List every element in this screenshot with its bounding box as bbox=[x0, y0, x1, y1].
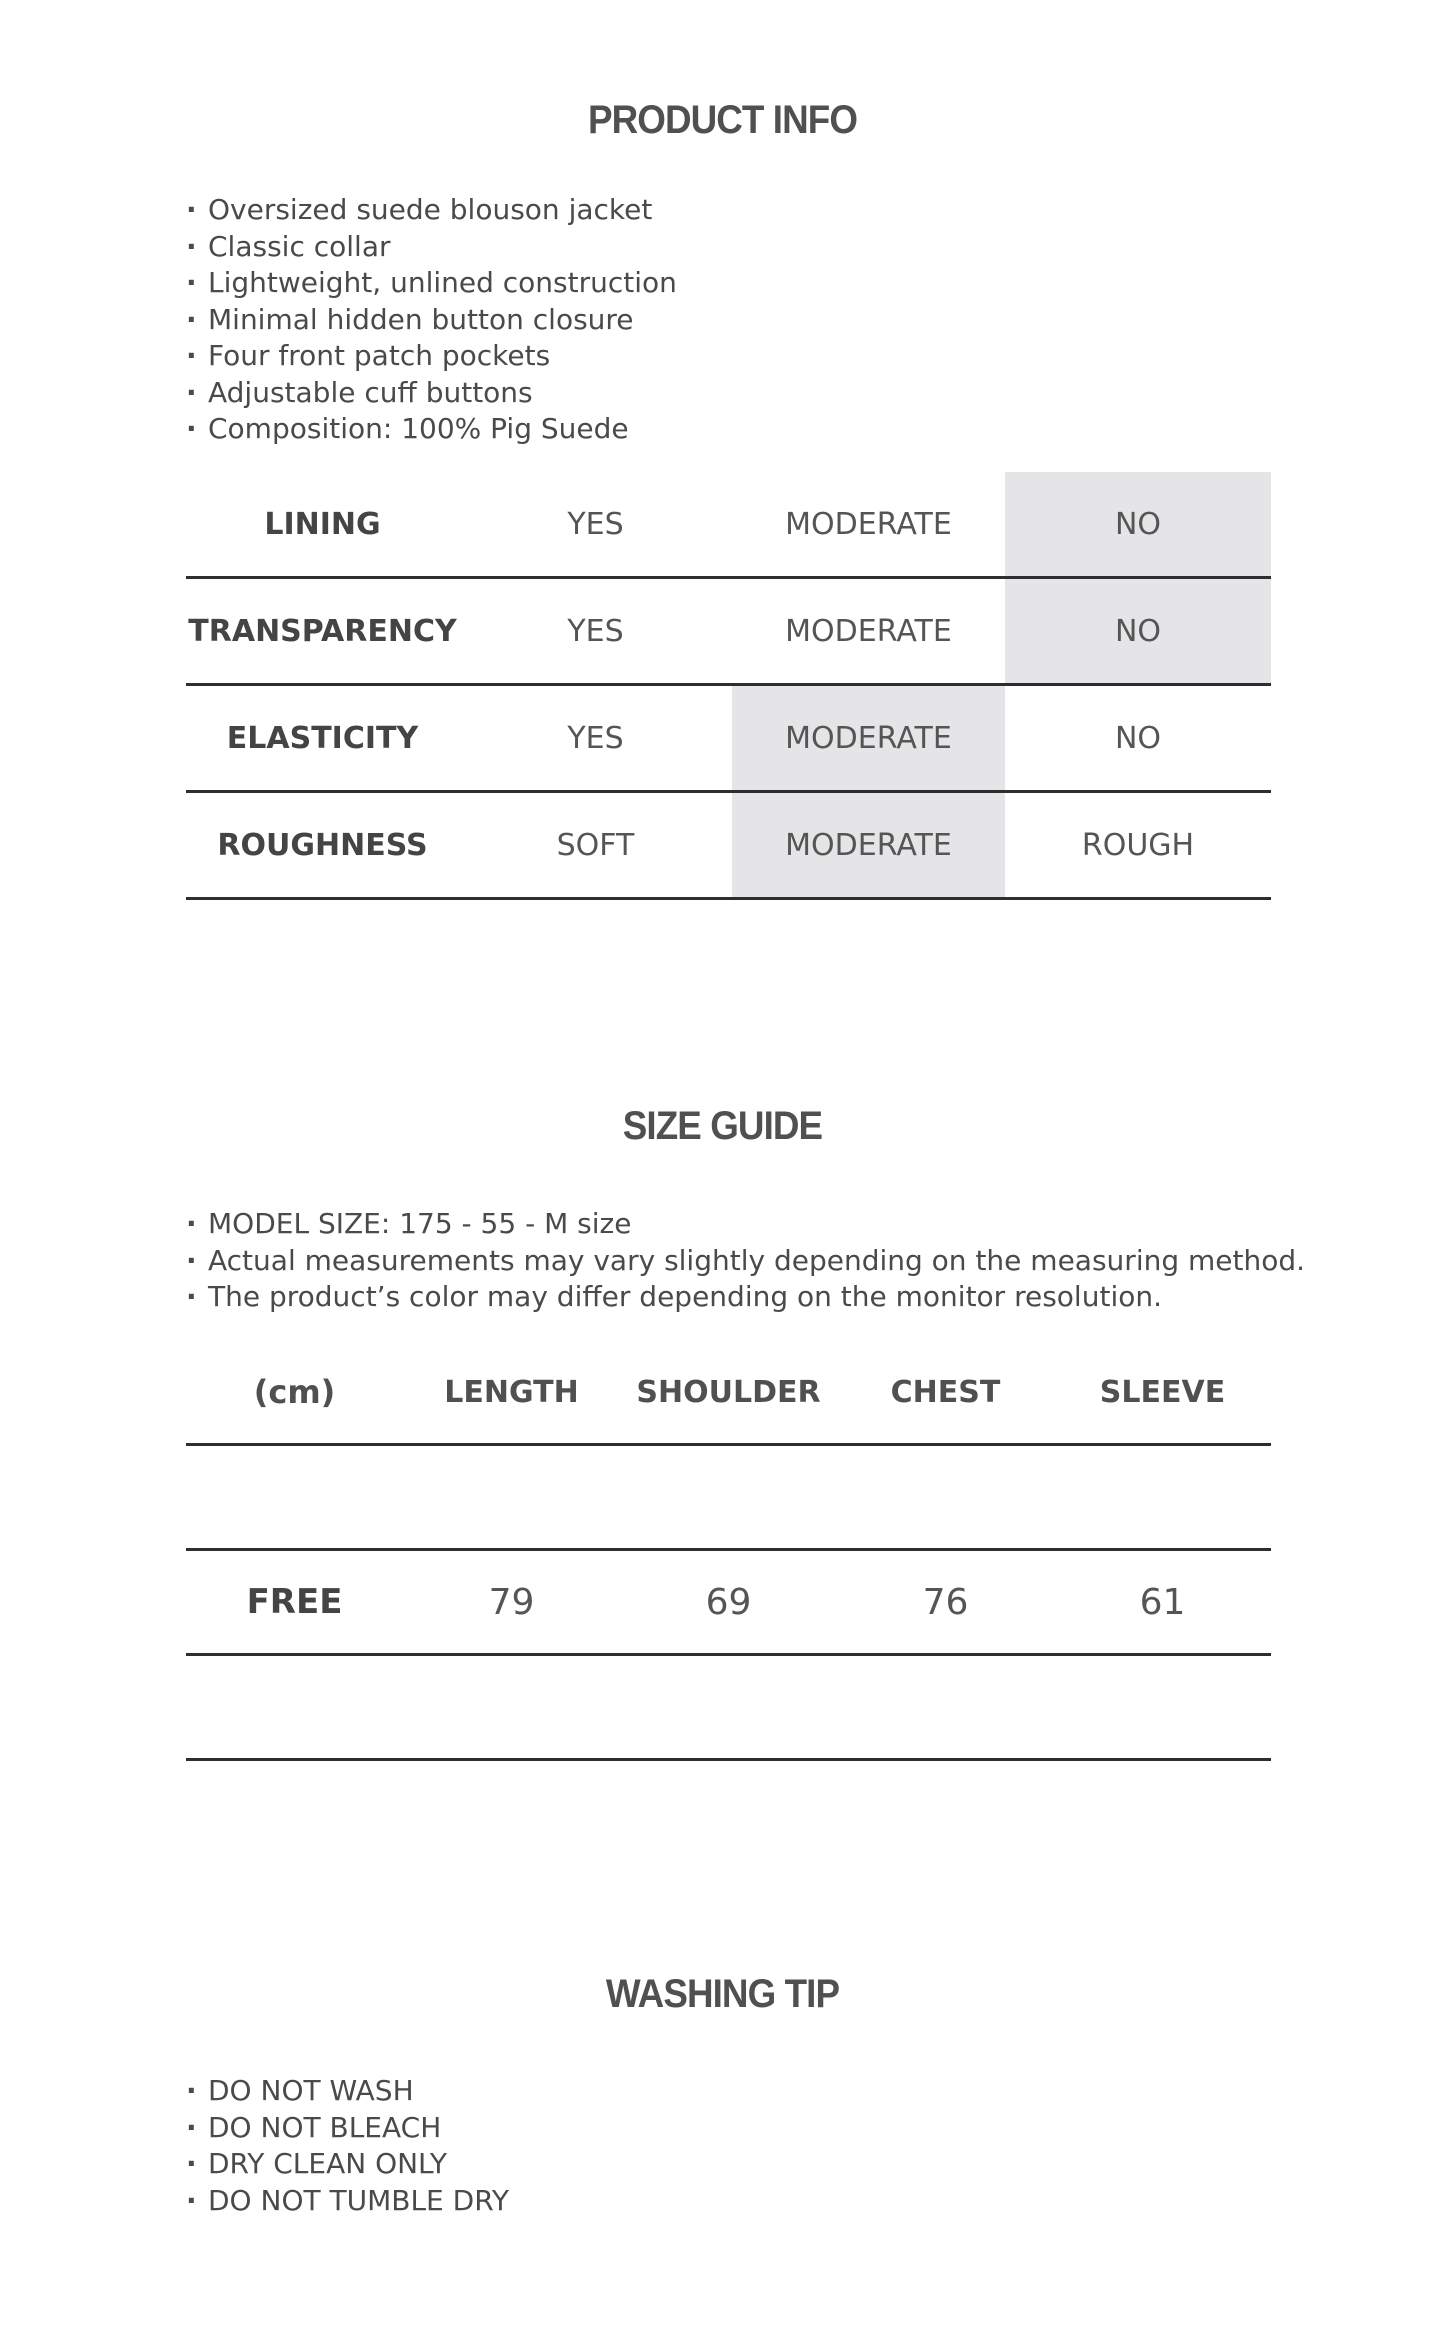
list-item: · Adjustable cuff buttons bbox=[186, 375, 677, 412]
list-item: · Classic collar bbox=[186, 229, 677, 266]
table-row bbox=[186, 792, 1271, 899]
size-cell bbox=[837, 1655, 1054, 1760]
fabric-row-label: LINING bbox=[186, 472, 459, 578]
size-cell bbox=[1054, 1445, 1271, 1550]
list-item: · DO NOT WASH bbox=[186, 2073, 509, 2110]
list-item: · Minimal hidden button closure bbox=[186, 302, 677, 339]
size-guide-list bbox=[186, 1206, 1305, 1316]
list-item: · DRY CLEAN ONLY bbox=[186, 2146, 509, 2183]
size-cell bbox=[403, 1655, 620, 1760]
fabric-option: YES bbox=[459, 685, 732, 792]
column-header: CHEST bbox=[837, 1341, 1054, 1445]
size-cell bbox=[186, 1445, 403, 1550]
list-item: · Composition: 100% Pig Suede bbox=[186, 411, 677, 448]
fabric-row-label: ROUGHNESS bbox=[186, 792, 459, 899]
washing-tip-title: WASHING TIP bbox=[605, 1972, 840, 2016]
list-item: · Lightweight, unlined construction bbox=[186, 265, 677, 302]
size-guide-title: SIZE GUIDE bbox=[622, 1104, 823, 1148]
column-header: LENGTH bbox=[403, 1341, 620, 1445]
table-row bbox=[186, 1655, 1271, 1760]
product-info-list bbox=[186, 192, 677, 448]
table-row bbox=[186, 1445, 1271, 1550]
list-item: · The product’s color may differ depending on the monitor resolution. bbox=[186, 1279, 1305, 1316]
size-cell bbox=[620, 1445, 837, 1550]
fabric-option: YES bbox=[459, 578, 732, 685]
list-item: · Oversized suede blouson jacket bbox=[186, 192, 677, 229]
table-row bbox=[186, 472, 1271, 578]
fabric-option: MODERATE bbox=[732, 792, 1005, 899]
fabric-option: NO bbox=[1005, 685, 1271, 792]
size-cell bbox=[186, 1655, 403, 1760]
fabric-properties-table bbox=[186, 472, 1271, 900]
size-cell: 61 bbox=[1054, 1550, 1271, 1655]
list-item: · Actual measurements may vary slightly depending on the measuring method. bbox=[186, 1243, 1305, 1280]
fabric-option: ROUGH bbox=[1005, 792, 1271, 899]
size-cell bbox=[837, 1445, 1054, 1550]
fabric-option: MODERATE bbox=[732, 685, 1005, 792]
fabric-option: NO bbox=[1005, 472, 1271, 578]
size-cell: 76 bbox=[837, 1550, 1054, 1655]
table-header-row bbox=[186, 1341, 1271, 1445]
fabric-row-label: TRANSPARENCY bbox=[186, 578, 459, 685]
list-item: · DO NOT TUMBLE DRY bbox=[186, 2183, 509, 2220]
size-cell: 79 bbox=[403, 1550, 620, 1655]
fabric-row-label: ELASTICITY bbox=[186, 685, 459, 792]
size-cell: 69 bbox=[620, 1550, 837, 1655]
fabric-option: MODERATE bbox=[732, 472, 1005, 578]
fabric-option: MODERATE bbox=[732, 578, 1005, 685]
size-cell bbox=[403, 1445, 620, 1550]
table-row bbox=[186, 578, 1271, 685]
column-header: SLEEVE bbox=[1054, 1341, 1271, 1445]
fabric-option: YES bbox=[459, 472, 732, 578]
list-item: · Four front patch pockets bbox=[186, 338, 677, 375]
size-label: FREE bbox=[186, 1550, 403, 1655]
column-header: SHOULDER bbox=[620, 1341, 837, 1445]
table-row bbox=[186, 685, 1271, 792]
fabric-option: NO bbox=[1005, 578, 1271, 685]
product-info-title: PRODUCT INFO bbox=[587, 98, 858, 142]
list-item: · MODEL SIZE: 175 - 55 - M size bbox=[186, 1206, 1305, 1243]
unit-header: (cm) bbox=[186, 1341, 403, 1445]
washing-tip-list bbox=[186, 2073, 509, 2219]
list-item: · DO NOT BLEACH bbox=[186, 2110, 509, 2147]
size-cell bbox=[620, 1655, 837, 1760]
size-cell bbox=[1054, 1655, 1271, 1760]
fabric-option: SOFT bbox=[459, 792, 732, 899]
size-table bbox=[186, 1341, 1271, 1761]
table-row bbox=[186, 1550, 1271, 1655]
